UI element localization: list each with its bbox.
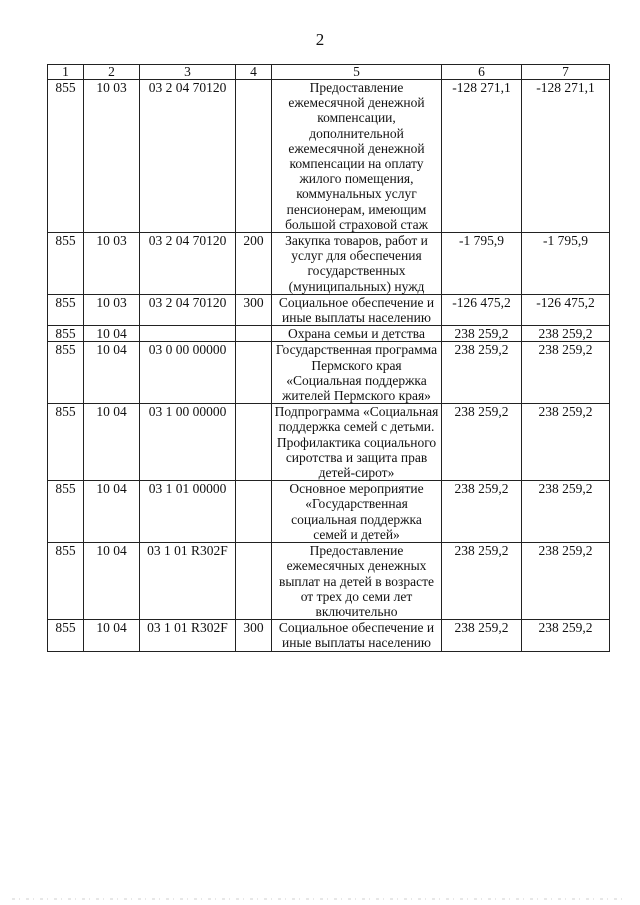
section-code-cell: 10 04 (84, 326, 140, 342)
expense-type-cell: 300 (236, 620, 272, 651)
budget-table (47, 64, 610, 652)
description-cell: Основное мероприятие «Государственная социальная поддержка семей и детей» (272, 481, 442, 543)
ministry-code-cell: 855 (48, 342, 84, 404)
table-row (48, 404, 610, 481)
expense-type-cell (236, 543, 272, 620)
column-header: 2 (84, 65, 140, 80)
amount-cell: 238 259,2 (442, 481, 522, 543)
target-item-cell: 03 1 01 R302F (140, 620, 236, 651)
expense-type-cell (236, 481, 272, 543)
table-row (48, 294, 610, 325)
scan-edge-noise (12, 896, 628, 902)
amount-cell: 238 259,2 (442, 543, 522, 620)
column-header: 3 (140, 65, 236, 80)
description-cell: Закупка товаров, работ и услуг для обеспечения государственных (муниципальных) нужд (272, 233, 442, 295)
amount-cell: -128 271,1 (442, 80, 522, 233)
amount-cell: -1 795,9 (442, 233, 522, 295)
description-cell: Социальное обеспечение и иные выплаты населению (272, 620, 442, 651)
target-item-cell: 03 2 04 70120 (140, 294, 236, 325)
column-header: 5 (272, 65, 442, 80)
table-row (48, 620, 610, 651)
table-row (48, 233, 610, 295)
amount-cell: -126 475,2 (522, 294, 610, 325)
ministry-code-cell: 855 (48, 233, 84, 295)
section-code-cell: 10 03 (84, 233, 140, 295)
amount-cell: 238 259,2 (522, 620, 610, 651)
column-header: 6 (442, 65, 522, 80)
column-header: 4 (236, 65, 272, 80)
section-code-cell: 10 03 (84, 80, 140, 233)
amount-cell: 238 259,2 (442, 326, 522, 342)
page-number: 2 (315, 30, 325, 49)
column-header: 7 (522, 65, 610, 80)
amount-cell: 238 259,2 (522, 404, 610, 481)
column-header: 1 (48, 65, 84, 80)
amount-cell: -1 795,9 (522, 233, 610, 295)
ministry-code-cell: 855 (48, 326, 84, 342)
amount-cell: 238 259,2 (442, 342, 522, 404)
table-row (48, 342, 610, 404)
ministry-code-cell: 855 (48, 404, 84, 481)
expense-type-cell (236, 342, 272, 404)
table-row (48, 543, 610, 620)
section-code-cell: 10 04 (84, 404, 140, 481)
ministry-code-cell: 855 (48, 80, 84, 233)
description-cell: Государственная программа Пермского края «Социальная поддержка жителей Пермского края» (272, 342, 442, 404)
amount-cell: 238 259,2 (522, 543, 610, 620)
section-code-cell: 10 03 (84, 294, 140, 325)
amount-cell: 238 259,2 (442, 404, 522, 481)
description-cell: Охрана семьи и детства (272, 326, 442, 342)
target-item-cell: 03 1 00 00000 (140, 404, 236, 481)
table-header-row (48, 65, 610, 80)
ministry-code-cell: 855 (48, 543, 84, 620)
target-item-cell: 03 2 04 70120 (140, 233, 236, 295)
section-code-cell: 10 04 (84, 543, 140, 620)
section-code-cell: 10 04 (84, 620, 140, 651)
ministry-code-cell: 855 (48, 620, 84, 651)
amount-cell: 238 259,2 (442, 620, 522, 651)
description-cell: Предоставление ежемесячной денежной компенсации, дополнительной ежемесячной денежной компенсации на оплату жилого помещения, коммунальных услуг пенсионерам, имеющим большой страховой стаж (272, 80, 442, 233)
ministry-code-cell: 855 (48, 481, 84, 543)
description-cell: Социальное обеспечение и иные выплаты населению (272, 294, 442, 325)
amount-cell: 238 259,2 (522, 342, 610, 404)
target-item-cell: 03 1 01 00000 (140, 481, 236, 543)
expense-type-cell (236, 326, 272, 342)
amount-cell: -126 475,2 (442, 294, 522, 325)
description-cell: Предоставление ежемесячных денежных выплат на детей в возрасте от трех до семи лет включительно (272, 543, 442, 620)
section-code-cell: 10 04 (84, 342, 140, 404)
amount-cell: -128 271,1 (522, 80, 610, 233)
description-cell: Подпрограмма «Социальная поддержка семей с детьми. Профилактика социального сиротства и защита прав детей-сирот» (272, 404, 442, 481)
amount-cell: 238 259,2 (522, 481, 610, 543)
table-row (48, 481, 610, 543)
expense-type-cell: 200 (236, 233, 272, 295)
section-code-cell: 10 04 (84, 481, 140, 543)
table-row (48, 80, 610, 233)
expense-type-cell (236, 80, 272, 233)
expense-type-cell: 300 (236, 294, 272, 325)
target-item-cell: 03 1 01 R302F (140, 543, 236, 620)
target-item-cell: 03 0 00 00000 (140, 342, 236, 404)
table-row (48, 326, 610, 342)
expense-type-cell (236, 404, 272, 481)
ministry-code-cell: 855 (48, 294, 84, 325)
target-item-cell: 03 2 04 70120 (140, 80, 236, 233)
amount-cell: 238 259,2 (522, 326, 610, 342)
target-item-cell (140, 326, 236, 342)
